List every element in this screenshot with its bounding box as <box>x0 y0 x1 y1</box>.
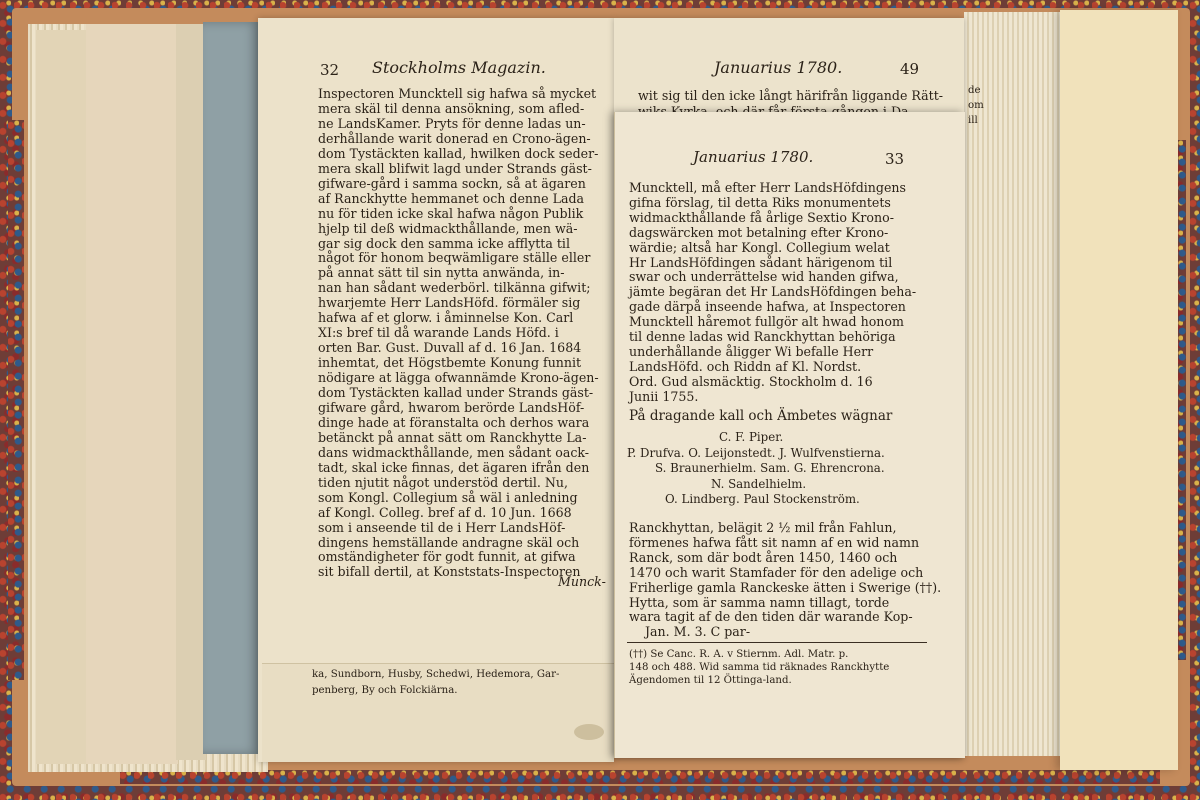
text-line: gifware gård, hwarom berörde LandsHöf- <box>318 399 585 415</box>
text-line: 1470 och warit Stamfader för den adelige och <box>629 564 924 580</box>
text-line: dom Tystäckten kallad, hwilken dock seder- <box>318 145 599 161</box>
text-line: på annat sätt til sin nytta anwända, in- <box>318 265 565 281</box>
text-line: af Kongl. Colleg. bref af d. 10 Jun. 1668 <box>318 504 572 520</box>
loose-sheet <box>1060 10 1178 770</box>
text-line: förmenes hafwa fått sit namn af en wid namn <box>629 534 920 550</box>
text-line: gar sig dock den samma icke afflytta til <box>318 235 570 251</box>
running-head: Januarius 1780. <box>714 58 843 77</box>
text-line: Hytta, som är samma namn tillagt, torde <box>629 594 890 610</box>
text-line: Ägendomen til 12 Öttinga-land. <box>629 675 792 686</box>
text-line: Ranckhyttan, belägit 2 ½ mil från Fahlun, <box>629 520 897 535</box>
text-line: Friherlige gamla Ranckeske ätten i Swerige (††). <box>629 579 942 595</box>
signature-mark: Jan. M. 3. C par- <box>645 624 751 639</box>
text-line: dans widmackthållande, men sådant oack- <box>318 444 590 460</box>
text-line: som i anseende til de i Herr LandsHöf- <box>318 519 566 535</box>
text-line: gifware-gård i samma sockn, så at ägaren <box>318 175 586 191</box>
text-line: ne LandsKamer. Pryts för denne ladas un- <box>318 115 586 131</box>
signatory-line: O. Lindberg. Paul Stockenström. <box>665 492 860 506</box>
text-line: nödigare at lägga ofwannämde Krono-ägen- <box>318 370 599 386</box>
text-line: mera skäl til denna ansökning, som afled- <box>318 100 585 116</box>
text-line: jämte begäran det Hr LandsHöfdingen beha- <box>629 284 917 300</box>
text-line: Ord. Gud alsmäcktig. Stockholm d. 16 <box>629 373 873 389</box>
text-line: Junii 1755. <box>629 388 699 404</box>
text-line: derhållande warit donerad en Crono-ägen- <box>318 130 591 146</box>
text-line: ka, Sundborn, Husby, Schedwi, Hedemora, Gar- <box>312 669 560 680</box>
page-block-edge <box>36 30 92 764</box>
running-head: Januarius 1780. <box>693 148 814 166</box>
text-line: dingens hemställande andragne skäl och <box>318 534 580 550</box>
catchword: Munck- <box>558 574 606 589</box>
text-line: omständigheter för godt funnit, at gifwa <box>318 549 576 565</box>
signatory-line: P. Drufva. O. Leijonstedt. J. Wulfvenstierna. <box>627 445 885 460</box>
page-block-edge <box>86 24 178 764</box>
text-line: Muncktell, må efter Herr LandsHöfdingens <box>629 180 906 195</box>
text-line: orten Bar. Gust. Duvall af d. 16 Jan. 1684 <box>318 340 582 356</box>
page-number: 33 <box>885 150 905 168</box>
text-line: XI:s bref til då warande Lands Höfd. i <box>318 325 559 341</box>
text-line: penberg, By och Folckiärna. <box>312 685 458 696</box>
text-line: underhållande åligger Wi befalle Herr <box>629 343 874 359</box>
text-line: hwarjemte Herr LandsHöfd. förmäler sig <box>318 295 581 311</box>
blue-paper-insert <box>203 22 259 754</box>
text-line: dagswärcken mot betalning efter Krono- <box>629 224 889 240</box>
text-line: dinge hade at föranstalta och derhos wara <box>318 414 590 430</box>
text-line: hafwa af et glorw. i åminnelse Kon. Carl <box>318 310 574 326</box>
text-line: tadt, skal icke finnas, det ägaren ifrån den <box>318 459 590 475</box>
text-line: hjelp til deß widmackthållande, men wä- <box>318 220 578 236</box>
text-line: nan han sådant wederbörl. tilkänna gifwit; <box>318 280 591 296</box>
text-line: Muncktell håremot fullgör alt hwad honom <box>629 314 904 330</box>
text-line: 148 och 488. Wid samma tid räknades Ranckhytte <box>629 662 890 673</box>
text-line: swar och underrättelse wid handen gifwa, <box>629 269 899 285</box>
marbled-edge-left <box>8 120 24 680</box>
text-line: LandsHöfd. och Riddn af Kl. Nordst. <box>629 358 862 374</box>
subheading: På dragande kall och Ämbetes wägnar <box>629 408 893 424</box>
margin-fragment: ill <box>968 115 978 126</box>
text-line: sit bifall dertil, at Konststats-Inspectoren <box>318 564 581 580</box>
text-line: betänckt på annat sätt om Ranckhytte La- <box>318 429 587 445</box>
text-line: tiden njutit något understöd dertil. Nu, <box>318 474 569 490</box>
text-line: Inspectoren Muncktell sig hafwa så mycket <box>318 86 597 101</box>
page-block-edge <box>176 24 206 760</box>
text-line: något för honom beqwämligare ställe eller <box>318 250 591 266</box>
text-line: nu för tiden icke skal hafwa någon Publik <box>318 205 584 221</box>
text-line: gade därpå inseende hafwa, at Inspectoren <box>629 299 906 315</box>
text-line: Hr LandsHöfdingen sådant härigenom til <box>629 254 893 270</box>
rule <box>627 642 927 643</box>
left-page <box>258 18 614 762</box>
page-number: 49 <box>900 60 920 78</box>
signatory-line: C. F. Piper. <box>719 430 784 444</box>
folded-leaf <box>262 663 614 762</box>
text-line: af Ranckhytte hemmanet och denne Lada <box>318 190 585 206</box>
text-line: Ranck, som där bodt åren 1450, 1460 och <box>629 549 898 565</box>
text-line: til denne ladas wid Ranckhyttan behöriga <box>629 329 896 344</box>
text-line: (††) Se Canc. R. A. v Stiernm. Adl. Matr. p. <box>629 649 849 660</box>
text-line: widmackthållande få årlige Sextio Krono- <box>629 209 894 225</box>
text-line: inhemtat, det Högstbemte Konung funnit <box>318 355 582 371</box>
running-head: Stockholms Magazin. <box>372 58 546 77</box>
marbled-edge-bottom <box>120 770 1160 784</box>
signatory-line: S. Braunerhielm. Sam. G. Ehrencrona. <box>655 461 885 475</box>
right-page-stack <box>964 12 1074 756</box>
signatory-line: N. Sandelhielm. <box>711 476 807 491</box>
margin-fragment: de <box>968 85 981 96</box>
text-line: wit sig til den icke långt härifrån liggande Rätt- <box>638 88 944 103</box>
text-line: dom Tystäckten kallad under Strands gäst- <box>318 385 594 400</box>
right-page <box>614 112 965 758</box>
text-line: wärdie; altså har Kongl. Collegium welat <box>629 239 890 255</box>
text-line: wara tagit af de den tiden där warande Kop- <box>629 609 913 625</box>
margin-fragment: om <box>968 100 984 111</box>
text-line: som Kongl. Collegium så wäl i anledning <box>318 489 578 505</box>
text-line: gifna förslag, til detta Riks monumentets <box>629 194 891 210</box>
text-line: mera skall blifwit lagd under Strands gäst- <box>318 160 592 176</box>
page-number: 32 <box>320 61 340 79</box>
paper-stain <box>574 724 604 740</box>
